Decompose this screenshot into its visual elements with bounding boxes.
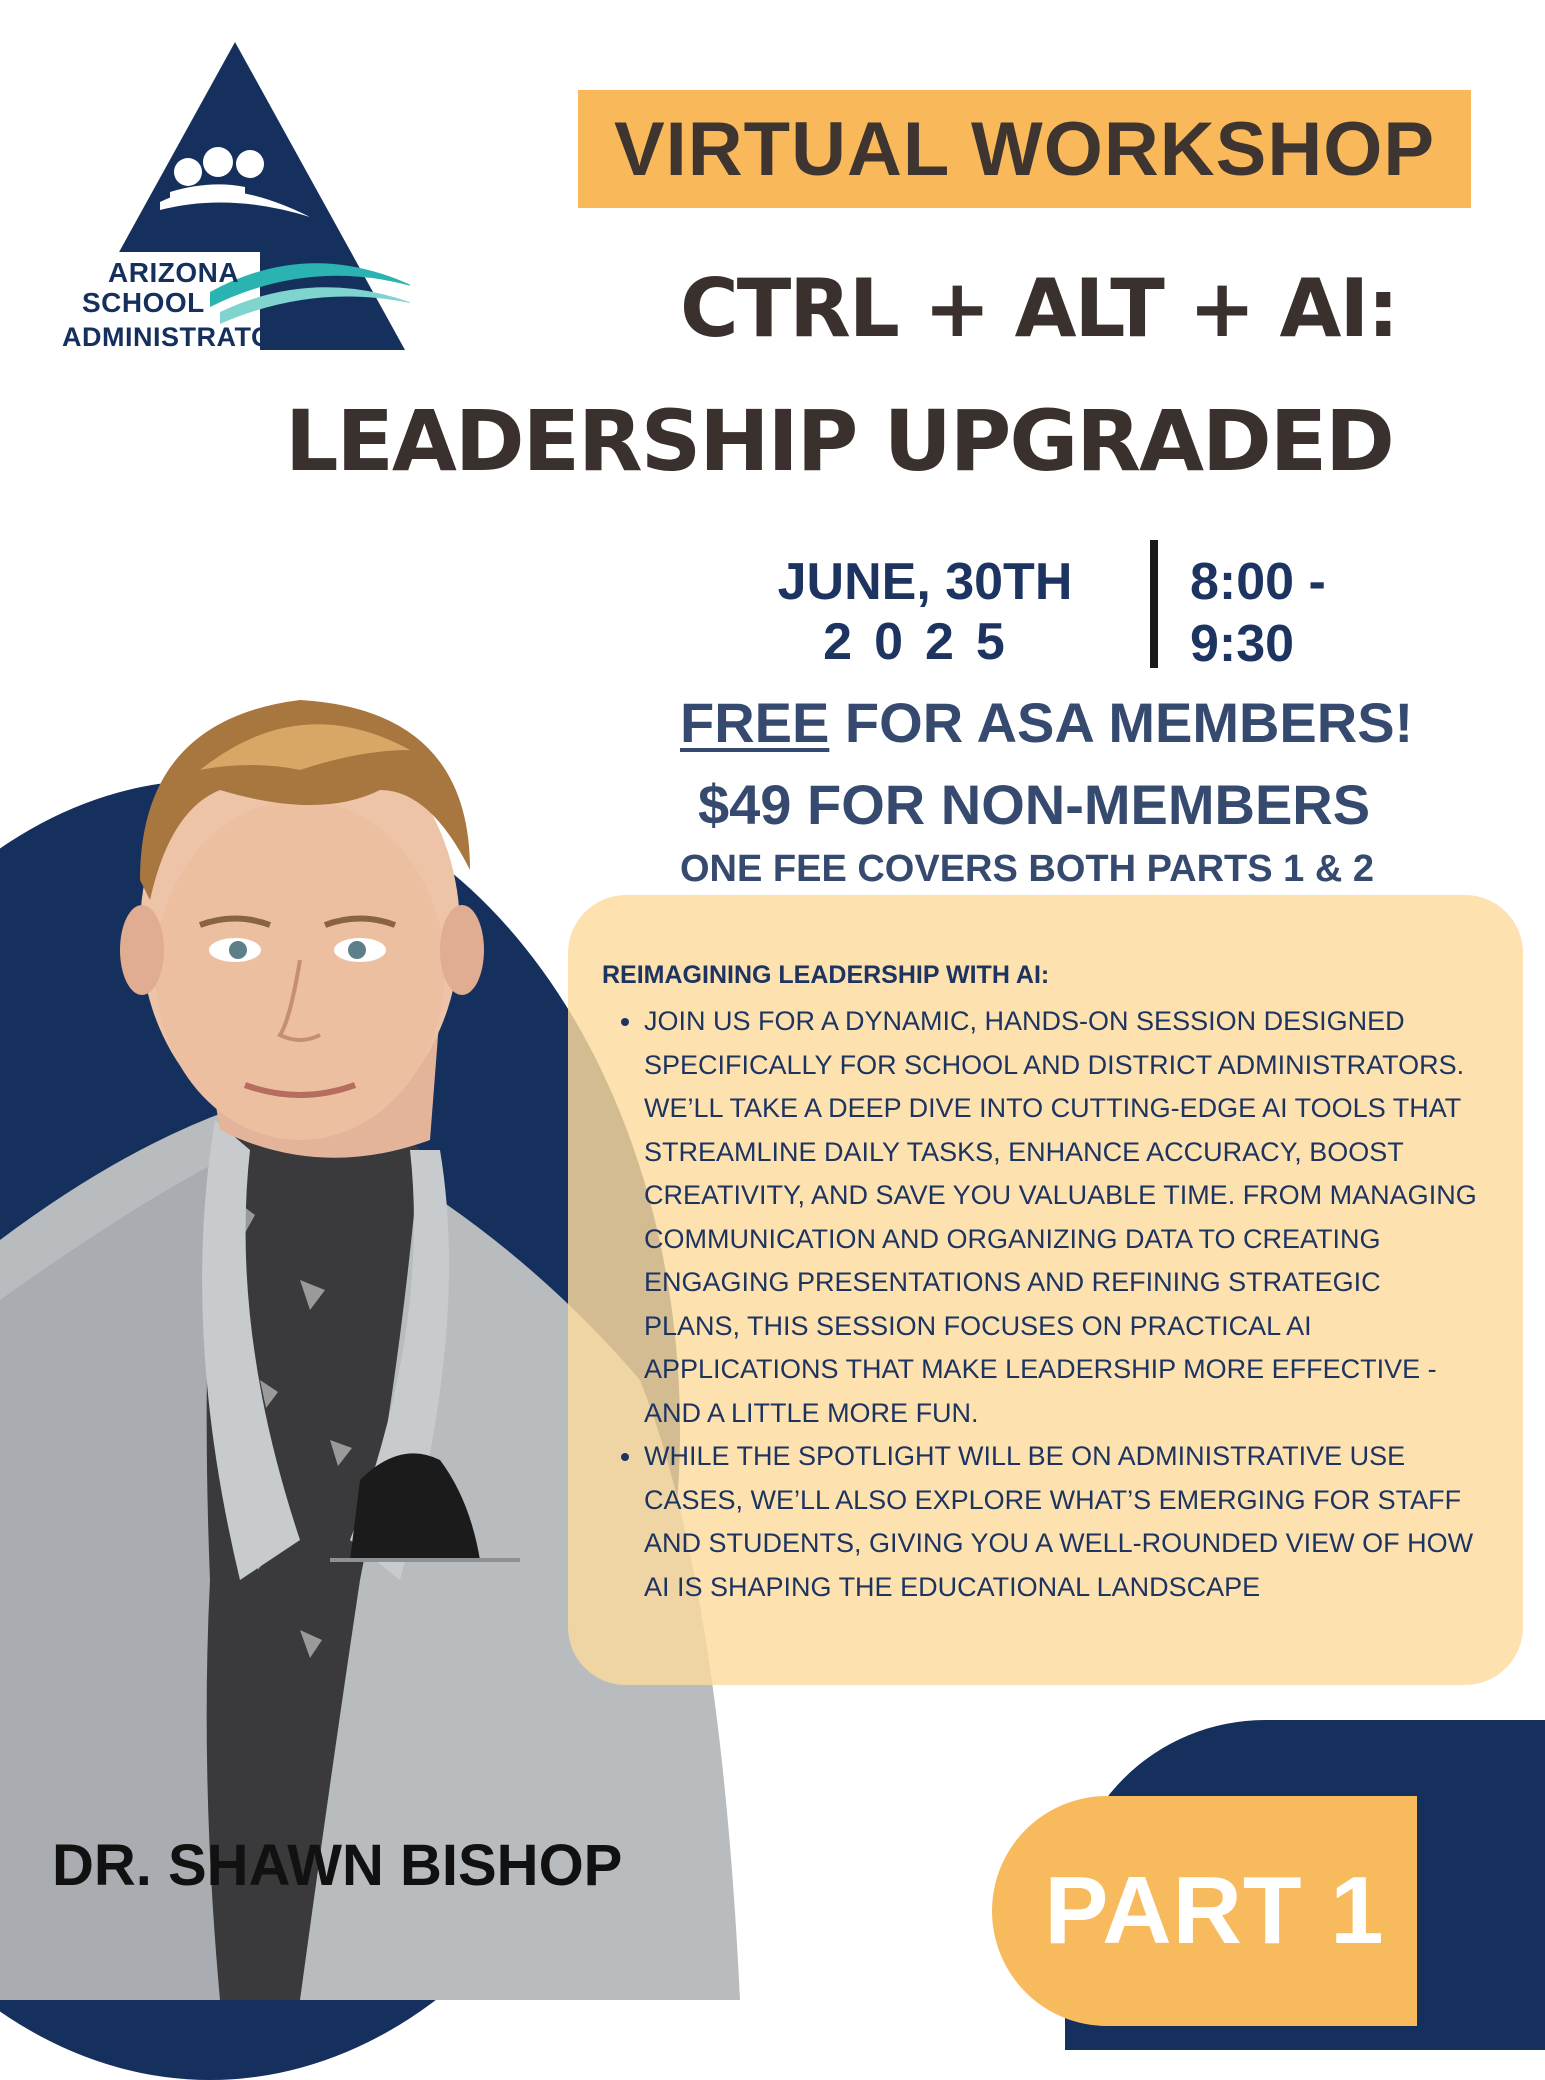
- asa-logo: [60, 42, 410, 362]
- description-list: [602, 1000, 1483, 1609]
- workshop-label: VIRTUAL WORKSHOP: [613, 106, 1436, 192]
- workshop-banner: [578, 90, 1471, 208]
- event-time-start: 8:00 -: [1190, 553, 1326, 611]
- date-time-divider: [1150, 540, 1158, 668]
- event-time-end: 9:30: [1190, 615, 1295, 673]
- fee-note: ONE FEE COVERS BOTH PARTS 1 & 2: [680, 848, 1374, 890]
- description-card: [568, 895, 1523, 1685]
- description-heading: REIMAGINING LEADERSHIP WITH AI:: [602, 961, 1050, 989]
- part-badge: [992, 1796, 1417, 2026]
- free-word: FREE: [680, 691, 830, 754]
- description-bullet: • WHILE THE SPOTLIGHT WILL BE ON ADMINISTRATIVE USE CASES, WE’LL ALSO EXPLORE WHAT’S EMERGING FOR STAFF AND STUDENTS, GIVING YOU A WELL-ROUNDED VIEW OF HOW AI IS SHAPING THE EDUCATIONAL LANDSCAPE: [644, 1435, 1483, 1609]
- logo-text-school: SCHOOL: [82, 287, 205, 318]
- member-price-line: [680, 690, 1413, 755]
- logo-text-arizona: ARIZONA: [108, 257, 240, 288]
- event-year: 2025: [823, 613, 1027, 671]
- nonmember-price: $49 FOR NON-MEMBERS: [698, 773, 1371, 836]
- member-price-text: FOR ASA MEMBERS!: [844, 691, 1414, 754]
- speaker-name: DR. SHAWN BISHOP: [52, 1833, 623, 1898]
- description-bullet: • JOIN US FOR A DYNAMIC, HANDS-ON SESSION DESIGNED SPECIFICALLY FOR SCHOOL AND DISTRICT ADMINISTRATORS. WE’LL TAKE A DEEP DIVE INTO CUTTING-EDGE AI TOOLS THAT STREAMLINE DAILY TASKS, ENHANCE ACCURACY, BOOST CREATIVITY, AND SAVE YOU VALUABLE TIME. FROM MANAGING COMMUNICATION AND ORGANIZING DATA TO CREATING ENGAGING PRESENTATIONS AND REFINING STRATEGIC PLANS, THIS SESSION FOCUSES ON PRACTICAL AI APPLICATIONS THAT MAKE LEADERSHIP MORE EFFECTIVE - AND A LITTLE MORE FUN.: [644, 1000, 1483, 1435]
- logo-text-administrators: ADMINISTRATORS: [62, 322, 311, 352]
- title-line-2: LEADERSHIP UPGRADED: [285, 392, 1393, 490]
- part-label: PART 1: [1044, 1857, 1385, 1964]
- title-line-1: CTRL + ALT + AI:: [680, 262, 1398, 355]
- event-date: JUNE, 30TH: [777, 553, 1073, 611]
